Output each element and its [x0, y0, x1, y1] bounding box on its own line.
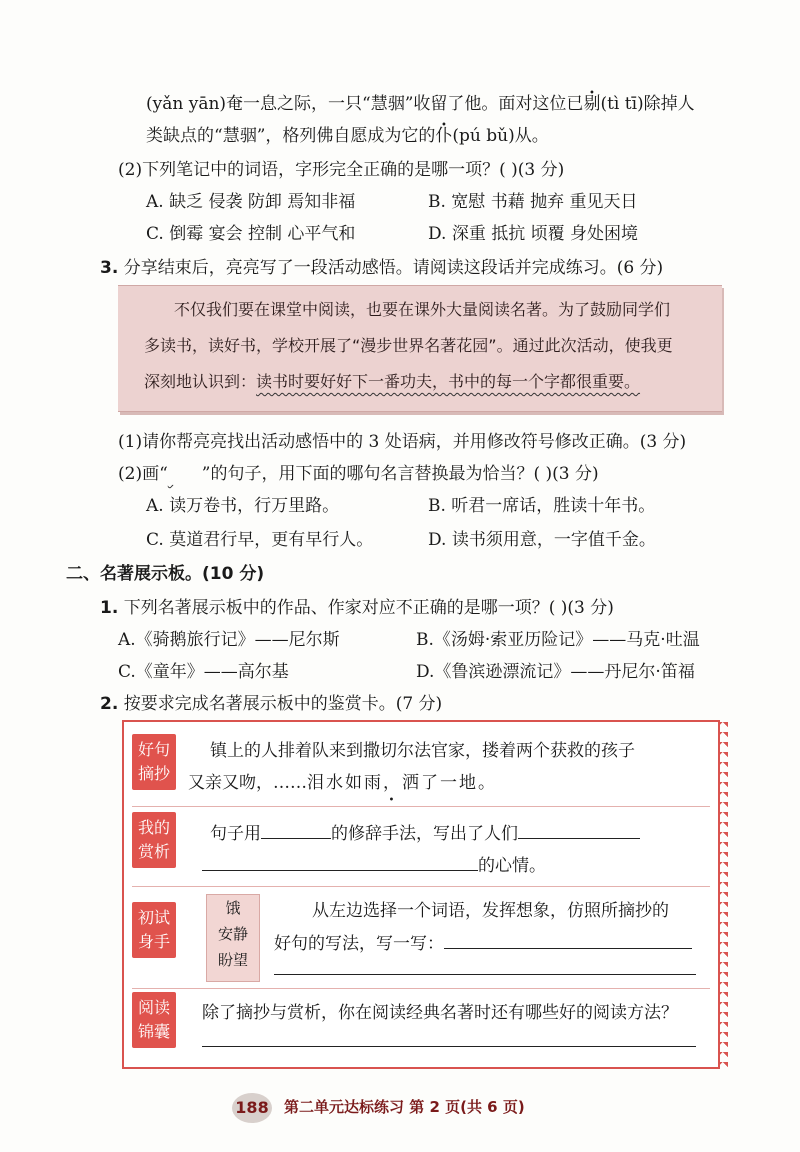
passage-text: (pú bǔ)从。 — [452, 126, 549, 146]
question-number: 1. — [100, 598, 119, 618]
badge-label: 阅读 — [137, 998, 170, 1017]
quote-line-1: 镇上的人排着队来到撒切尔法官家，搂着两个获救的孩子 — [210, 741, 635, 761]
rhetoric-blank[interactable] — [261, 820, 331, 839]
passage-line-1 — [146, 92, 695, 116]
badge-label: 初试 — [137, 908, 170, 927]
option-c[interactable]: C. 莫道君行早，更有早行人。 — [146, 530, 374, 550]
option-c[interactable]: C.《童年》——高尔基 — [118, 662, 289, 682]
badge-first-try — [132, 902, 176, 958]
quote-text: 。 — [478, 773, 495, 793]
badge-good-sentence — [132, 734, 176, 790]
question-number: 2. — [100, 694, 119, 714]
badge-label: 好句 — [137, 740, 170, 759]
word-choice[interactable]: 盼望 — [217, 951, 248, 969]
dotted-char: 仆 — [435, 126, 453, 146]
option-d[interactable]: D. 读书须用意，一字值千金。 — [428, 530, 656, 550]
page-number: 188 — [232, 1093, 272, 1123]
option-d[interactable]: D.《鲁滨逊漂流记》——丹尼尔·笛福 — [416, 662, 695, 682]
analysis-text: 的心情。 — [478, 856, 546, 876]
question-stem: 分享结束后，亮亮写了一段活动感悟。请阅读这段话并完成练习。(6 分) — [123, 258, 664, 278]
reading-method-question: 除了摘抄与赏析，你在阅读经典名著时还有哪些好的阅读方法？ — [202, 1003, 678, 1023]
writing-blank[interactable] — [444, 930, 692, 949]
wavy-underlined-sentence: 读书时要好好下一番功夫，书中的每一个字都很重要。 — [256, 372, 641, 391]
feeling-blank-2[interactable] — [202, 852, 478, 871]
card-zigzag-edge — [718, 722, 728, 1067]
option-c[interactable]: C. 倒霉 宴会 控制 心平气和 — [146, 224, 356, 244]
quote-line-2 — [188, 770, 495, 796]
row-divider — [132, 988, 710, 989]
passage-line-2 — [146, 124, 549, 148]
try-text: 好句的写法，写一写： — [274, 934, 444, 954]
passage-text: (yǎn yān)奄一息之际，一只“慧骃”收留了他。面对这位已 — [146, 94, 584, 114]
question-number: 3. — [100, 258, 119, 278]
option-a[interactable]: A. 缺乏 侵袭 防卸 焉知非福 — [146, 192, 356, 212]
analysis-text: 的修辞手法，写出了人们 — [331, 824, 518, 844]
appreciation-card — [122, 720, 720, 1069]
dotted-quote: 泪水如雨，洒了一地 • — [307, 773, 478, 793]
writing-line[interactable] — [274, 974, 696, 975]
quote-text: 又亲又吻，…… — [188, 773, 307, 793]
option-d[interactable]: D. 深重 抵抗 顷覆 身处困境 — [428, 224, 639, 244]
excerpt-box — [118, 285, 722, 412]
question-stem: 下列名著展示板中的作品、作家对应不正确的是哪一项？( )(3 分) — [123, 598, 614, 618]
excerpt-line-1: 不仅我们要在课堂中阅读，也要在课外大量阅读名著。为了鼓励同学们 — [174, 300, 671, 319]
excerpt-line-2: 多读书，读好书，学校开展了“漫步世界名著花园”。通过此次活动，使我更 — [144, 336, 673, 355]
passage-text: 类缺点的“慧骃”，格列佛自愿成为它的 — [146, 126, 436, 146]
row-divider — [132, 886, 710, 887]
badge-label: 摘抄 — [137, 764, 170, 783]
row-divider — [132, 806, 710, 807]
passage-text: (tì tī)除掉人 — [600, 94, 695, 114]
section-2-q2 — [100, 692, 442, 716]
analysis-text: 句子用 — [210, 824, 261, 844]
question-3-sub-2 — [118, 462, 599, 486]
wavy-mark — [168, 462, 202, 486]
question-3 — [100, 256, 663, 280]
section-2-q1 — [100, 596, 614, 620]
option-a[interactable]: A. 读万卷书，行万里路。 — [146, 496, 340, 516]
sub-2-text: ”的句子，用下面的哪句名言替换最为恰当？( )(3 分) — [201, 464, 599, 484]
option-b[interactable]: B. 听君一席话，胜读十年书。 — [428, 496, 656, 516]
word-choice[interactable]: 饿 — [225, 899, 241, 917]
analysis-line-2 — [202, 852, 546, 879]
feeling-blank[interactable] — [518, 820, 640, 839]
excerpt-line-3 — [144, 370, 640, 394]
word-choice-box — [206, 894, 260, 982]
badge-label: 我的 — [137, 818, 170, 837]
section-2-title: 二、名著展示板。(10 分) — [66, 564, 265, 584]
excerpt-text: 深刻地认识到： — [144, 372, 257, 391]
badge-label: 身手 — [137, 932, 170, 951]
sub-2-text: (2)画“ — [118, 464, 168, 484]
option-b[interactable]: B. 宽慰 书藉 抛弃 重见天日 — [428, 192, 638, 212]
option-a[interactable]: A.《骑鹅旅行记》——尼尔斯 — [118, 630, 340, 650]
try-instruction-2 — [274, 930, 692, 957]
question-3-sub-1: (1)请你帮亮亮找出活动感悟中的 3 处语病，并用修改符号修改正确。(3 分) — [118, 432, 687, 452]
question-2-stem: (2)下列笔记中的词语，字形完全正确的是哪一项？( )(3 分) — [118, 160, 565, 180]
badge-label: 锦囊 — [137, 1022, 170, 1041]
analysis-line-1 — [210, 820, 640, 847]
option-b[interactable]: B.《汤姆·索亚历险记》——马克·吐温 — [416, 630, 700, 650]
badge-label: 赏析 — [137, 842, 170, 861]
badge-reading-tips — [132, 992, 176, 1048]
dotted-char: 剔 — [583, 94, 601, 114]
question-stem: 按要求完成名著展示板中的鉴赏卡。(7 分) — [123, 694, 443, 714]
badge-my-analysis — [132, 812, 176, 868]
footer-text: 第二单元达标练习 第 2 页(共 6 页) — [284, 1098, 525, 1116]
page-footer — [0, 1093, 800, 1123]
try-instruction-1: 从左边选择一个词语，发挥想象，仿照所摘抄的 — [312, 901, 669, 921]
word-choice[interactable]: 安静 — [217, 925, 248, 943]
answer-line[interactable] — [202, 1046, 696, 1047]
